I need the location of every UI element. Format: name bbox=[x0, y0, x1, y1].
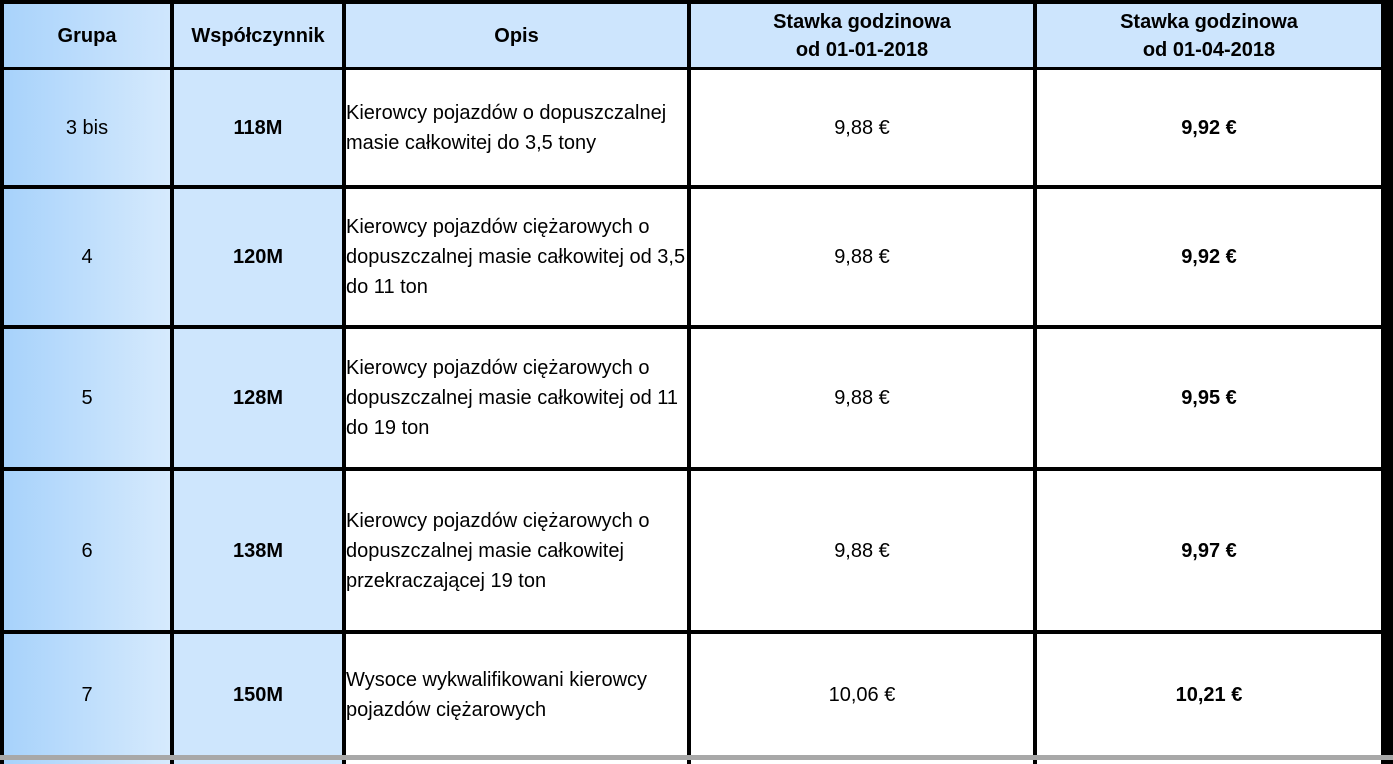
table-row bbox=[4, 634, 1381, 764]
cell-grupa: 6 bbox=[4, 471, 174, 634]
header-opis-label: Opis bbox=[494, 24, 539, 47]
bottom-edge-bar bbox=[0, 755, 1393, 760]
header-grupa bbox=[4, 4, 174, 70]
cell-opis bbox=[346, 634, 691, 764]
cell-opis: Kierowcy pojazdów ciężarowych o dopuszczalnej masie całkowitej przekraczającej 19 ton bbox=[346, 471, 691, 634]
header-wspolczynnik-label: Współczynnik bbox=[191, 24, 325, 47]
cell-rate1-text: 10,06 € bbox=[828, 684, 896, 706]
cell-rate-2018-04: 9,92 € bbox=[1037, 189, 1381, 329]
cell-grupa: 4 bbox=[4, 189, 174, 329]
header-rate2-line2: od 01-04-2018 bbox=[1142, 38, 1276, 61]
cell-rate-2018-04: 9,92 € bbox=[1037, 70, 1381, 189]
table-row bbox=[4, 471, 1381, 634]
cell-grupa-text: 7 bbox=[81, 684, 93, 706]
cell-opis-text: Wysoce wykwalifikowani kierowcy pojazdów ciężarowych bbox=[346, 669, 648, 721]
cell-rate-2018-04 bbox=[1037, 634, 1381, 764]
header-opis bbox=[346, 4, 691, 70]
cell-rate-2018-01 bbox=[691, 634, 1037, 764]
cell-rate-2018-01: 9,88 € bbox=[691, 329, 1037, 471]
cell-rate-2018-04: 9,95 € bbox=[1037, 329, 1381, 471]
cell-opis: Kierowcy pojazdów o dopuszczalnej masie całkowitej do 3,5 tony bbox=[346, 70, 691, 189]
table-row bbox=[4, 70, 1381, 189]
header-rate-2018-04 bbox=[1037, 4, 1381, 70]
cell-wspolczynnik bbox=[174, 634, 346, 764]
cell-wspolczynnik: 118M bbox=[174, 70, 346, 189]
header-rate1-line1: Stawka godzinowa bbox=[773, 10, 951, 33]
cell-grupa bbox=[4, 634, 174, 764]
header-grupa-label: Grupa bbox=[57, 24, 117, 47]
cell-opis: Kierowcy pojazdów ciężarowych o dopuszczalnej masie całkowitej od 3,5 do 11 ton bbox=[346, 189, 691, 329]
header-rate-2018-01 bbox=[691, 4, 1037, 70]
cell-wspolczynnik: 120M bbox=[174, 189, 346, 329]
cell-opis: Kierowcy pojazdów ciężarowych o dopuszczalnej masie całkowitej od 11 do 19 ton bbox=[346, 329, 691, 471]
cell-rate-2018-01: 9,88 € bbox=[691, 471, 1037, 634]
table-header-row bbox=[4, 4, 1381, 70]
cell-rate-2018-01: 9,88 € bbox=[691, 70, 1037, 189]
header-wspolczynnik bbox=[174, 4, 346, 70]
cell-wspolczynnik-text: 150M bbox=[232, 684, 284, 706]
table-row bbox=[4, 189, 1381, 329]
cell-rate2-text: 10,21 € bbox=[1175, 684, 1243, 706]
cell-grupa: 3 bis bbox=[4, 70, 174, 189]
header-rate1-line2: od 01-01-2018 bbox=[795, 38, 929, 61]
cell-wspolczynnik: 138M bbox=[174, 471, 346, 634]
hourly-rates-table bbox=[4, 4, 1381, 764]
cell-grupa: 5 bbox=[4, 329, 174, 471]
cell-rate-2018-04: 9,97 € bbox=[1037, 471, 1381, 634]
header-rate2-line1: Stawka godzinowa bbox=[1120, 10, 1298, 33]
cell-wspolczynnik: 128M bbox=[174, 329, 346, 471]
table-row bbox=[4, 329, 1381, 471]
cell-rate-2018-01: 9,88 € bbox=[691, 189, 1037, 329]
